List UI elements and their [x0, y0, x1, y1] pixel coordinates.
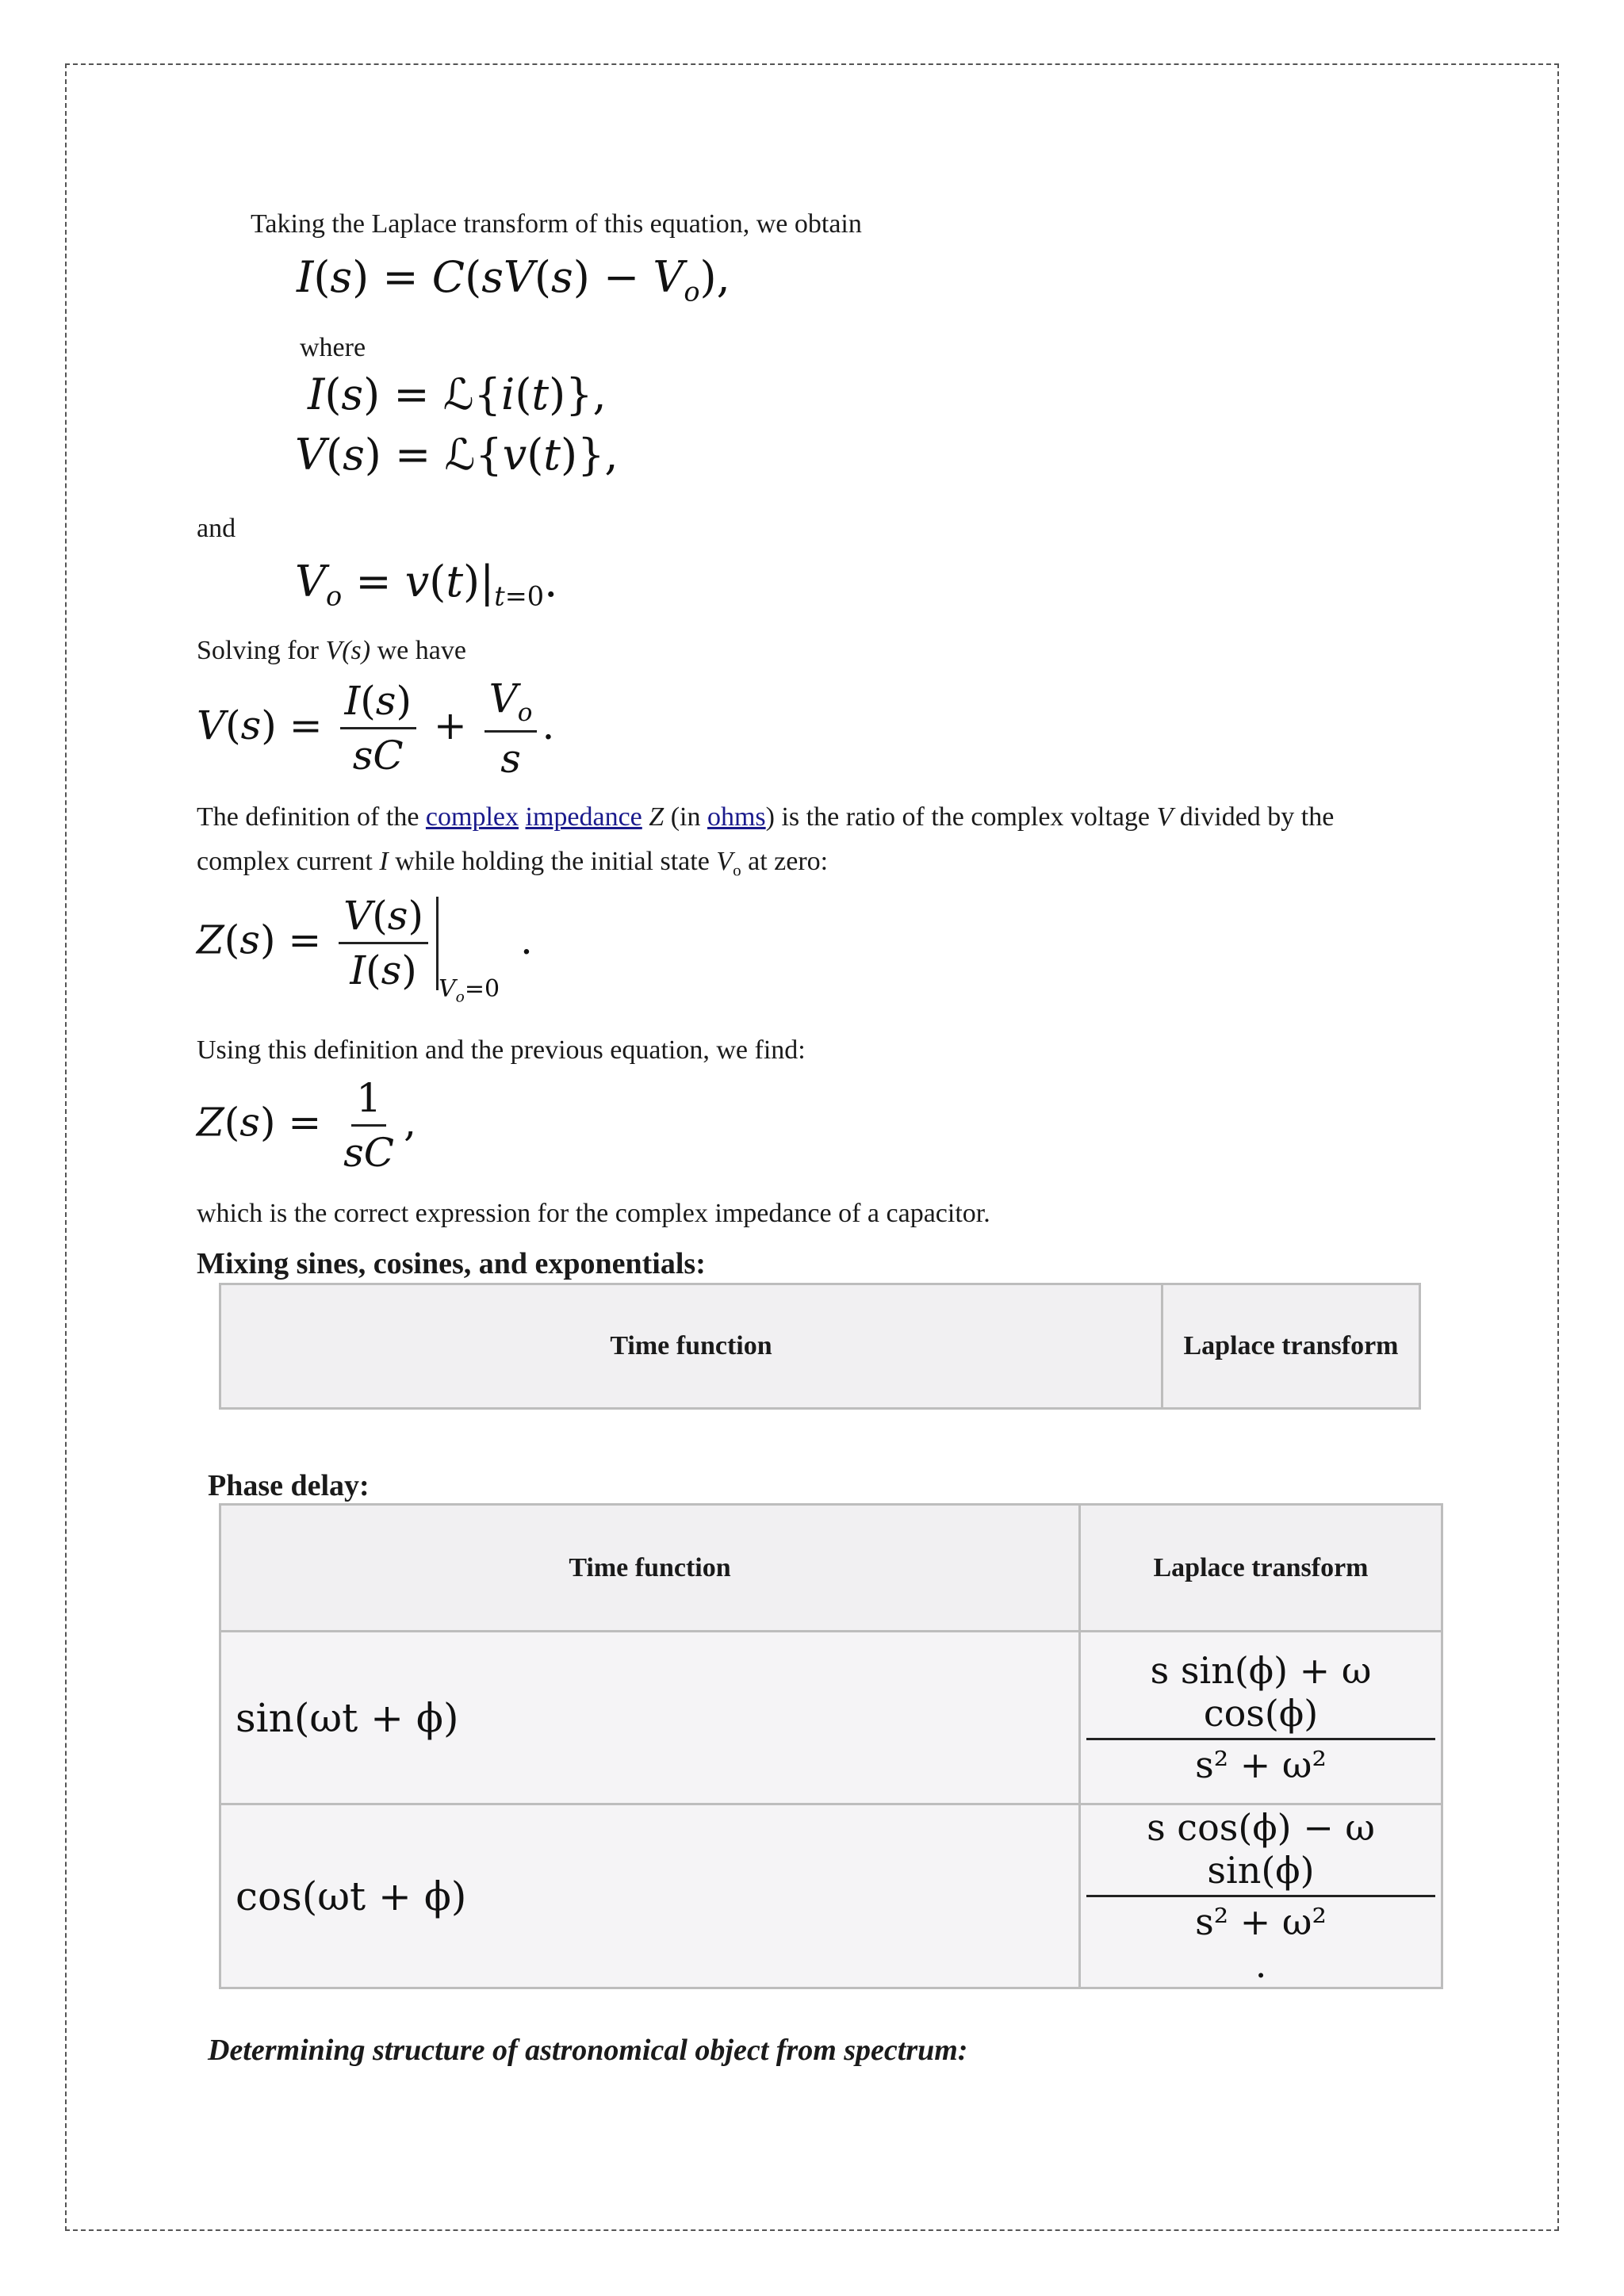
- equation-initial-voltage: $V_o = v(t)|_{t=0}$.: [295, 557, 558, 612]
- time-function-cell: sin(ωt + ϕ): [220, 1632, 1080, 1804]
- mixing-table: [219, 1283, 1421, 1410]
- phase-header-laplace-transform: Laplace transform: [1080, 1505, 1442, 1632]
- mixing-header-time-function: Time function: [220, 1284, 1162, 1409]
- laplace-transform-cell: $\frac{\text{s cos(ϕ) − ω sin(ϕ)}}{\text{s² + ω²}}$ .: [1080, 1804, 1442, 1988]
- equation-capacitor-impedance: Z(s) = $\frac{1}{sC}$ ,: [197, 1075, 416, 1176]
- time-function-cell: cos(ωt + ϕ): [220, 1804, 1080, 1988]
- equation-impedance-definition: Z(s) = $\frac{V(s)}{I(s)}$ $_{V_o=0}$ .: [197, 893, 533, 1005]
- phase-table: [219, 1503, 1443, 1989]
- equation-laplace-current: $I(s) = C(sV(s) - V_o)$,: [297, 252, 730, 308]
- table-row: [220, 1804, 1442, 1988]
- impedance-link[interactable]: impedance: [525, 802, 642, 832]
- phase-heading: Phase delay:: [208, 1469, 370, 1502]
- definition-line-2: complex current I while holding the initial state $V_o$ at zero:: [197, 847, 829, 880]
- intro-text: Taking the Laplace transform of this equation, we obtain: [251, 209, 862, 239]
- complex-link[interactable]: complex: [425, 802, 519, 832]
- definition-line-1: The definition of the complex impedance Z (in ohms) is the ratio of the complex voltage V divided by the: [197, 802, 1335, 832]
- and-text: and: [197, 514, 236, 543]
- laplace-transform-cell: $\frac{\text{s sin(ϕ) + ω cos(ϕ)}}{\text{s² + ω²}}$: [1080, 1632, 1442, 1804]
- mixing-header-laplace-transform: Laplace transform: [1162, 1284, 1420, 1409]
- which-text: which is the correct expression for the complex impedance of a capacitor.: [197, 1199, 990, 1228]
- ohms-link[interactable]: ohms: [707, 802, 766, 832]
- solving-text: Solving for V(s) we have: [197, 636, 466, 665]
- astronomical-heading: Determining structure of astronomical object from spectrum:: [208, 2034, 968, 2067]
- mixing-heading: Mixing sines, cosines, and exponentials:: [197, 1247, 706, 1280]
- table-row: [220, 1632, 1442, 1804]
- equation-current-transform: I(s) = ℒ{i(t)},: [308, 369, 607, 419]
- phase-header-time-function: Time function: [220, 1505, 1080, 1632]
- equation-voltage-solution: V(s) = $\frac{I(s)}{sC}$ + $\frac{V_o}{s}$ .: [197, 675, 555, 782]
- equation-voltage-transform: V(s) = ℒ{v(t)},: [295, 430, 619, 480]
- using-text: Using this definition and the previous equation, we find:: [197, 1035, 806, 1065]
- where-text: where: [300, 333, 366, 362]
